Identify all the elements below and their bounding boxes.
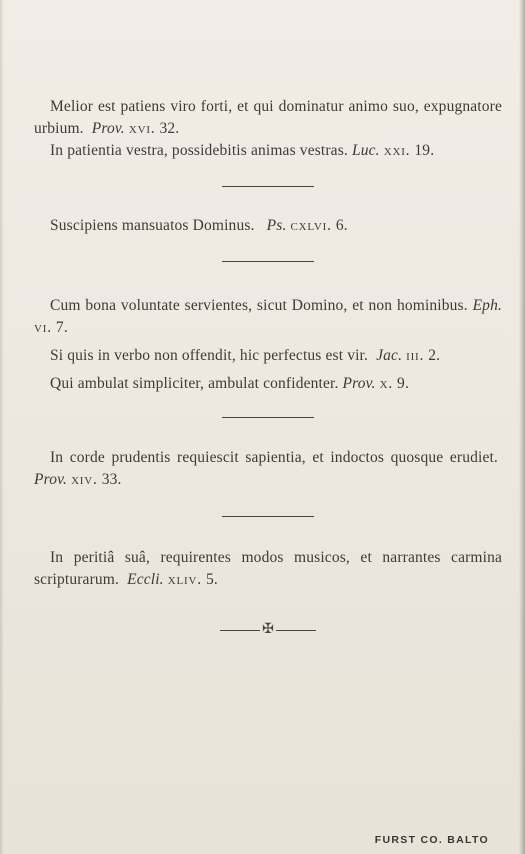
section-divider [222, 186, 314, 187]
closing-ornament [34, 623, 502, 637]
cross-icon: ✠ [262, 622, 274, 637]
card-left-edge [0, 0, 4, 854]
ornament-rule-right [276, 630, 316, 631]
quote-in-corde: In corde prudentis requiescit sapientia, et indoctos quosque erudiet. Prov. xiv. 33. [34, 449, 498, 488]
quote-si-quis: Si quis in verbo non offendit, hic perfectus est vir. Jac. iii. 2. [50, 347, 441, 364]
ornament-rule-left [220, 630, 260, 631]
section-divider [222, 417, 314, 418]
quote-in-patientia: In patientia vestra, possidebitis animas vestras. Luc. xxi. 19. [50, 142, 435, 159]
printer-mark: FURST CO. BALTO [374, 834, 489, 846]
card-right-edge [519, 0, 525, 854]
quote-melior: Melior est patiens viro forti, et qui dominatur animo suo, expugnatore urbium. Prov. xvi. 32. [34, 98, 502, 137]
quote-cum-bona: Cum bona voluntate servientes, sicut Domino, et non hominibus. Eph. vi. 7. [34, 297, 503, 336]
quote-qui-ambulat: Qui ambulat simpliciter, ambulat confidenter. Prov. x. 9. [50, 375, 409, 392]
section-divider [222, 516, 314, 517]
quote-in-peritia: In peritiâ suâ, requirentes modos musicos, et narrantes carmina scripturarum. Eccli. xliv. 5. [34, 549, 502, 588]
quote-suscipiens: Suscipiens mansuatos Dominus. Ps. cxlvi. 6. [50, 217, 348, 234]
section-divider [222, 261, 314, 262]
card-text [34, 96, 502, 637]
